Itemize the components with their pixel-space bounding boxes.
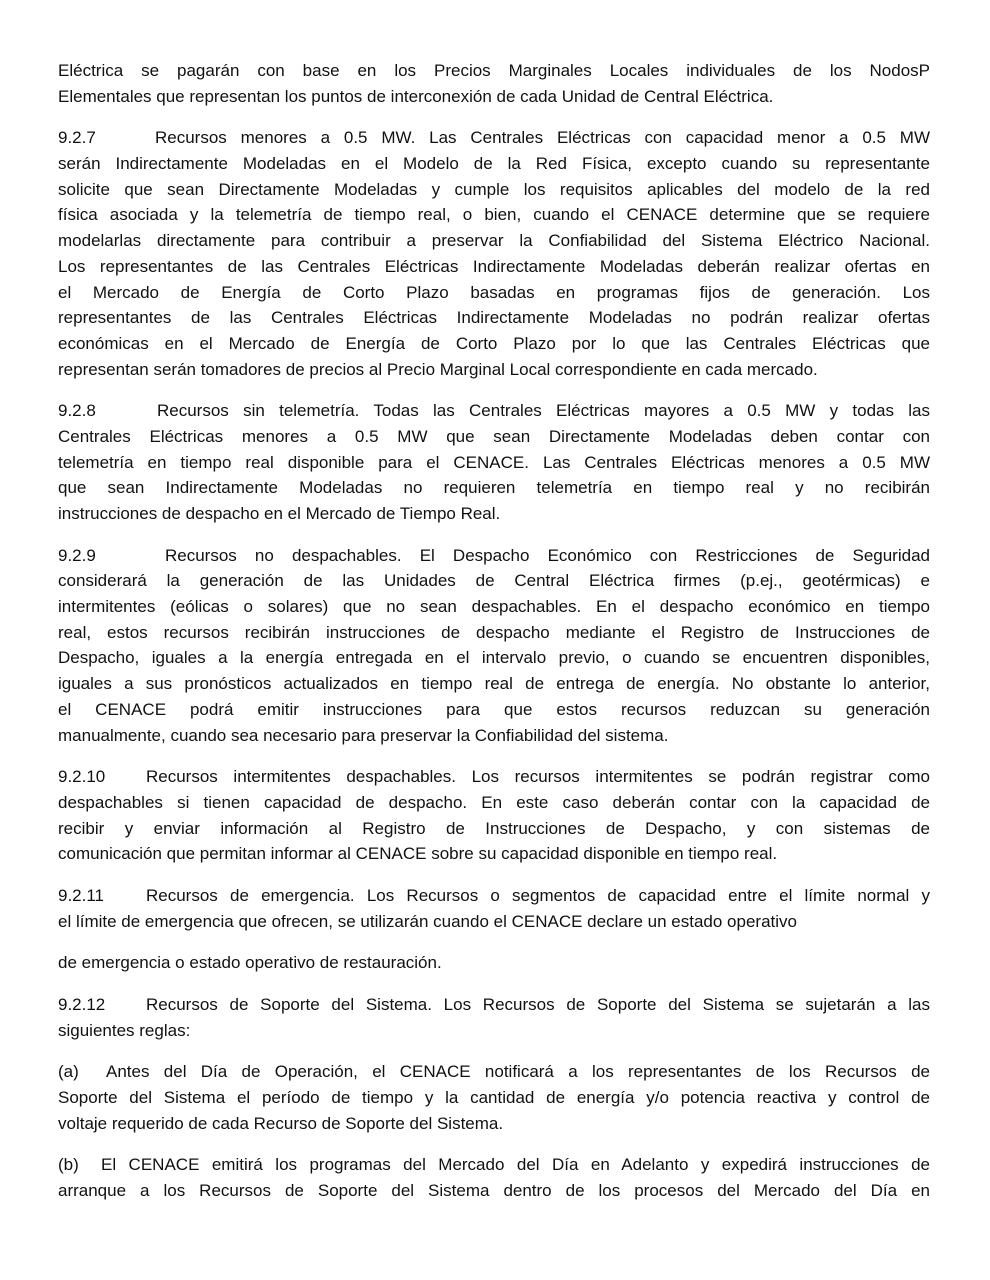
paragraph	[58, 950, 930, 976]
paragraph	[58, 125, 930, 382]
paragraph	[58, 543, 930, 749]
line-text: representantes de las Centrales Eléctricas Indirectamente Modeladas no podrán realizar ofertas	[58, 308, 930, 328]
text-line	[58, 450, 930, 476]
paragraph	[58, 992, 930, 1043]
text-line	[58, 1018, 930, 1044]
text-line	[58, 1059, 930, 1085]
section-number: 9.2.8	[58, 401, 96, 421]
text-line	[58, 151, 930, 177]
line-text: considerará la generación de las Unidades de Central Eléctrica firmes (p.ej., geotérmicas) e	[58, 571, 930, 591]
text-line	[58, 992, 930, 1018]
line-text: Recursos intermitentes despachables. Los recursos intermitentes se podrán registrar como	[146, 767, 930, 787]
text-line	[58, 1085, 930, 1111]
line-text: despachables si tienen capacidad de despacho. En este caso deberán contar con la capacidad de	[58, 792, 930, 812]
text-line	[58, 645, 930, 671]
line-text: Antes del Día de Operación, el CENACE notificará a los representantes de los Recursos de	[106, 1062, 930, 1082]
text-line	[58, 475, 930, 501]
line-text: física asociada y la telemetría de tiempo real, o bien, cuando el CENACE determine que se requiere	[58, 205, 930, 225]
line-text: representan serán tomadores de precios al Precio Marginal Local correspondiente en cada mercado.	[58, 359, 818, 379]
line-text: comunicación que permitan informar al CENACE sobre su capacidad disponible en tiempo real.	[58, 844, 778, 864]
line-text: el CENACE podrá emitir instrucciones para que estos recursos reduzcan su generación	[58, 699, 930, 719]
text-line	[58, 909, 930, 935]
line-text: de emergencia o estado operativo de restauración.	[58, 953, 442, 973]
text-line	[58, 568, 930, 594]
text-line	[58, 1178, 930, 1204]
text-line	[58, 816, 930, 842]
line-text: Soporte del Sistema el período de tiempo y la cantidad de energía y/o potencia reactiva y control de	[58, 1088, 930, 1108]
section-number: 9.2.7	[58, 128, 96, 148]
text-line	[58, 424, 930, 450]
text-line	[58, 764, 930, 790]
line-text: económicas en el Mercado de Energía de Corto Plazo por lo que las Centrales Eléctricas que	[58, 333, 930, 353]
line-text: siguientes reglas:	[58, 1020, 191, 1040]
text-line	[58, 697, 930, 723]
section-number: 9.2.12	[58, 995, 106, 1014]
line-text: Despacho, iguales a la energía entregada en el intervalo previo, o cuando se encuentren disponibles,	[58, 648, 930, 668]
section-number: 9.2.10	[58, 767, 106, 787]
line-text: El CENACE emitirá los programas del Mercado del Día en Adelanto y expedirá instrucciones de	[101, 1155, 930, 1175]
line-text: el Mercado de Energía de Corto Plazo basadas en programas fijos de generación. Los	[58, 282, 930, 302]
line-text: telemetría en tiempo real disponible para el CENACE. Las Centrales Eléctricas menores a 0.5 MW	[58, 452, 930, 472]
line-text: solicite que sean Directamente Modeladas y cumple los requisitos aplicables del modelo de la red	[58, 179, 930, 199]
section-number: 9.2.9	[58, 545, 96, 565]
line-text: real, estos recursos recibirán instrucciones de despacho mediante el Registro de Instrucciones de	[58, 622, 930, 642]
line-text: recibir y enviar información al Registro de Instrucciones de Despacho, y con sistemas de	[58, 818, 930, 838]
text-line	[58, 883, 930, 909]
line-text: Recursos de Soporte del Sistema. Los Recursos de Soporte del Sistema se sujetarán a las	[146, 995, 930, 1014]
text-line	[58, 58, 930, 84]
line-text: Recursos menores a 0.5 MW. Las Centrales Eléctricas con capacidad menor a 0.5 MW	[155, 128, 930, 148]
text-line	[58, 671, 930, 697]
text-line	[58, 280, 930, 306]
paragraph	[58, 1059, 930, 1136]
text-line	[58, 723, 930, 749]
text-line	[58, 305, 930, 331]
line-text: manualmente, cuando sea necesario para preservar la Confiabilidad del sistema.	[58, 725, 669, 745]
document-page	[58, 58, 930, 1220]
text-line	[58, 177, 930, 203]
line-text: voltaje requerido de cada Recurso de Soporte del Sistema.	[58, 1113, 504, 1133]
text-line	[58, 228, 930, 254]
text-line	[58, 543, 930, 569]
text-line	[58, 125, 930, 151]
section-number: (a)	[58, 1062, 79, 1082]
paragraph	[58, 883, 930, 934]
line-text: Centrales Eléctricas menores a 0.5 MW que sean Directamente Modeladas deben contar con	[58, 426, 930, 446]
line-text: arranque a los Recursos de Soporte del Sistema dentro de los procesos del Mercado del Día en	[58, 1181, 930, 1201]
paragraph	[58, 764, 930, 867]
text-line	[58, 331, 930, 357]
text-line	[58, 84, 930, 110]
line-text: Eléctrica se pagarán con base en los Precios Marginales Locales individuales de los NodosP	[58, 61, 930, 80]
line-text: el límite de emergencia que ofrecen, se utilizarán cuando el CENACE declare un estado operativo	[58, 911, 797, 931]
paragraph	[58, 398, 930, 526]
line-text: serán Indirectamente Modeladas en el Modelo de la Red Física, excepto cuando su representante	[58, 154, 930, 174]
text-line	[58, 620, 930, 646]
line-text: iguales a sus pronósticos actualizados en tiempo real de entrega de energía. No obstante lo anterior,	[58, 674, 930, 694]
text-line	[58, 790, 930, 816]
text-line	[58, 1111, 930, 1137]
line-text: Recursos de emergencia. Los Recursos o segmentos de capacidad entre el límite normal y	[146, 885, 930, 905]
line-text: intermitentes (eólicas o solares) que no sean despachables. En el despacho económico en tiempo	[58, 597, 930, 617]
text-line	[58, 202, 930, 228]
text-line	[58, 357, 930, 383]
paragraph	[58, 58, 930, 109]
text-line	[58, 254, 930, 280]
section-number: (b)	[58, 1155, 79, 1175]
text-line	[58, 594, 930, 620]
text-line	[58, 1152, 930, 1178]
line-text: Elementales que representan los puntos de interconexión de cada Unidad de Central Eléctrica.	[58, 86, 774, 106]
paragraph	[58, 1152, 930, 1203]
section-number: 9.2.11	[58, 885, 105, 905]
line-text: Recursos sin telemetría. Todas las Centrales Eléctricas mayores a 0.5 MW y todas las	[157, 401, 930, 421]
line-text: modelarlas directamente para contribuir a preservar la Confiabilidad del Sistema Eléctrico Nacional.	[58, 231, 930, 251]
line-text: Los representantes de las Centrales Eléctricas Indirectamente Modeladas deberán realizar ofertas en	[58, 256, 930, 276]
line-text: instrucciones de despacho en el Mercado de Tiempo Real.	[58, 504, 501, 523]
line-text: Recursos no despachables. El Despacho Económico con Restricciones de Seguridad	[165, 545, 930, 565]
text-line	[58, 950, 930, 976]
text-line	[58, 398, 930, 424]
text-line	[58, 501, 930, 527]
text-line	[58, 841, 930, 867]
line-text: que sean Indirectamente Modeladas no requieren telemetría en tiempo real y no recibirán	[58, 478, 930, 498]
